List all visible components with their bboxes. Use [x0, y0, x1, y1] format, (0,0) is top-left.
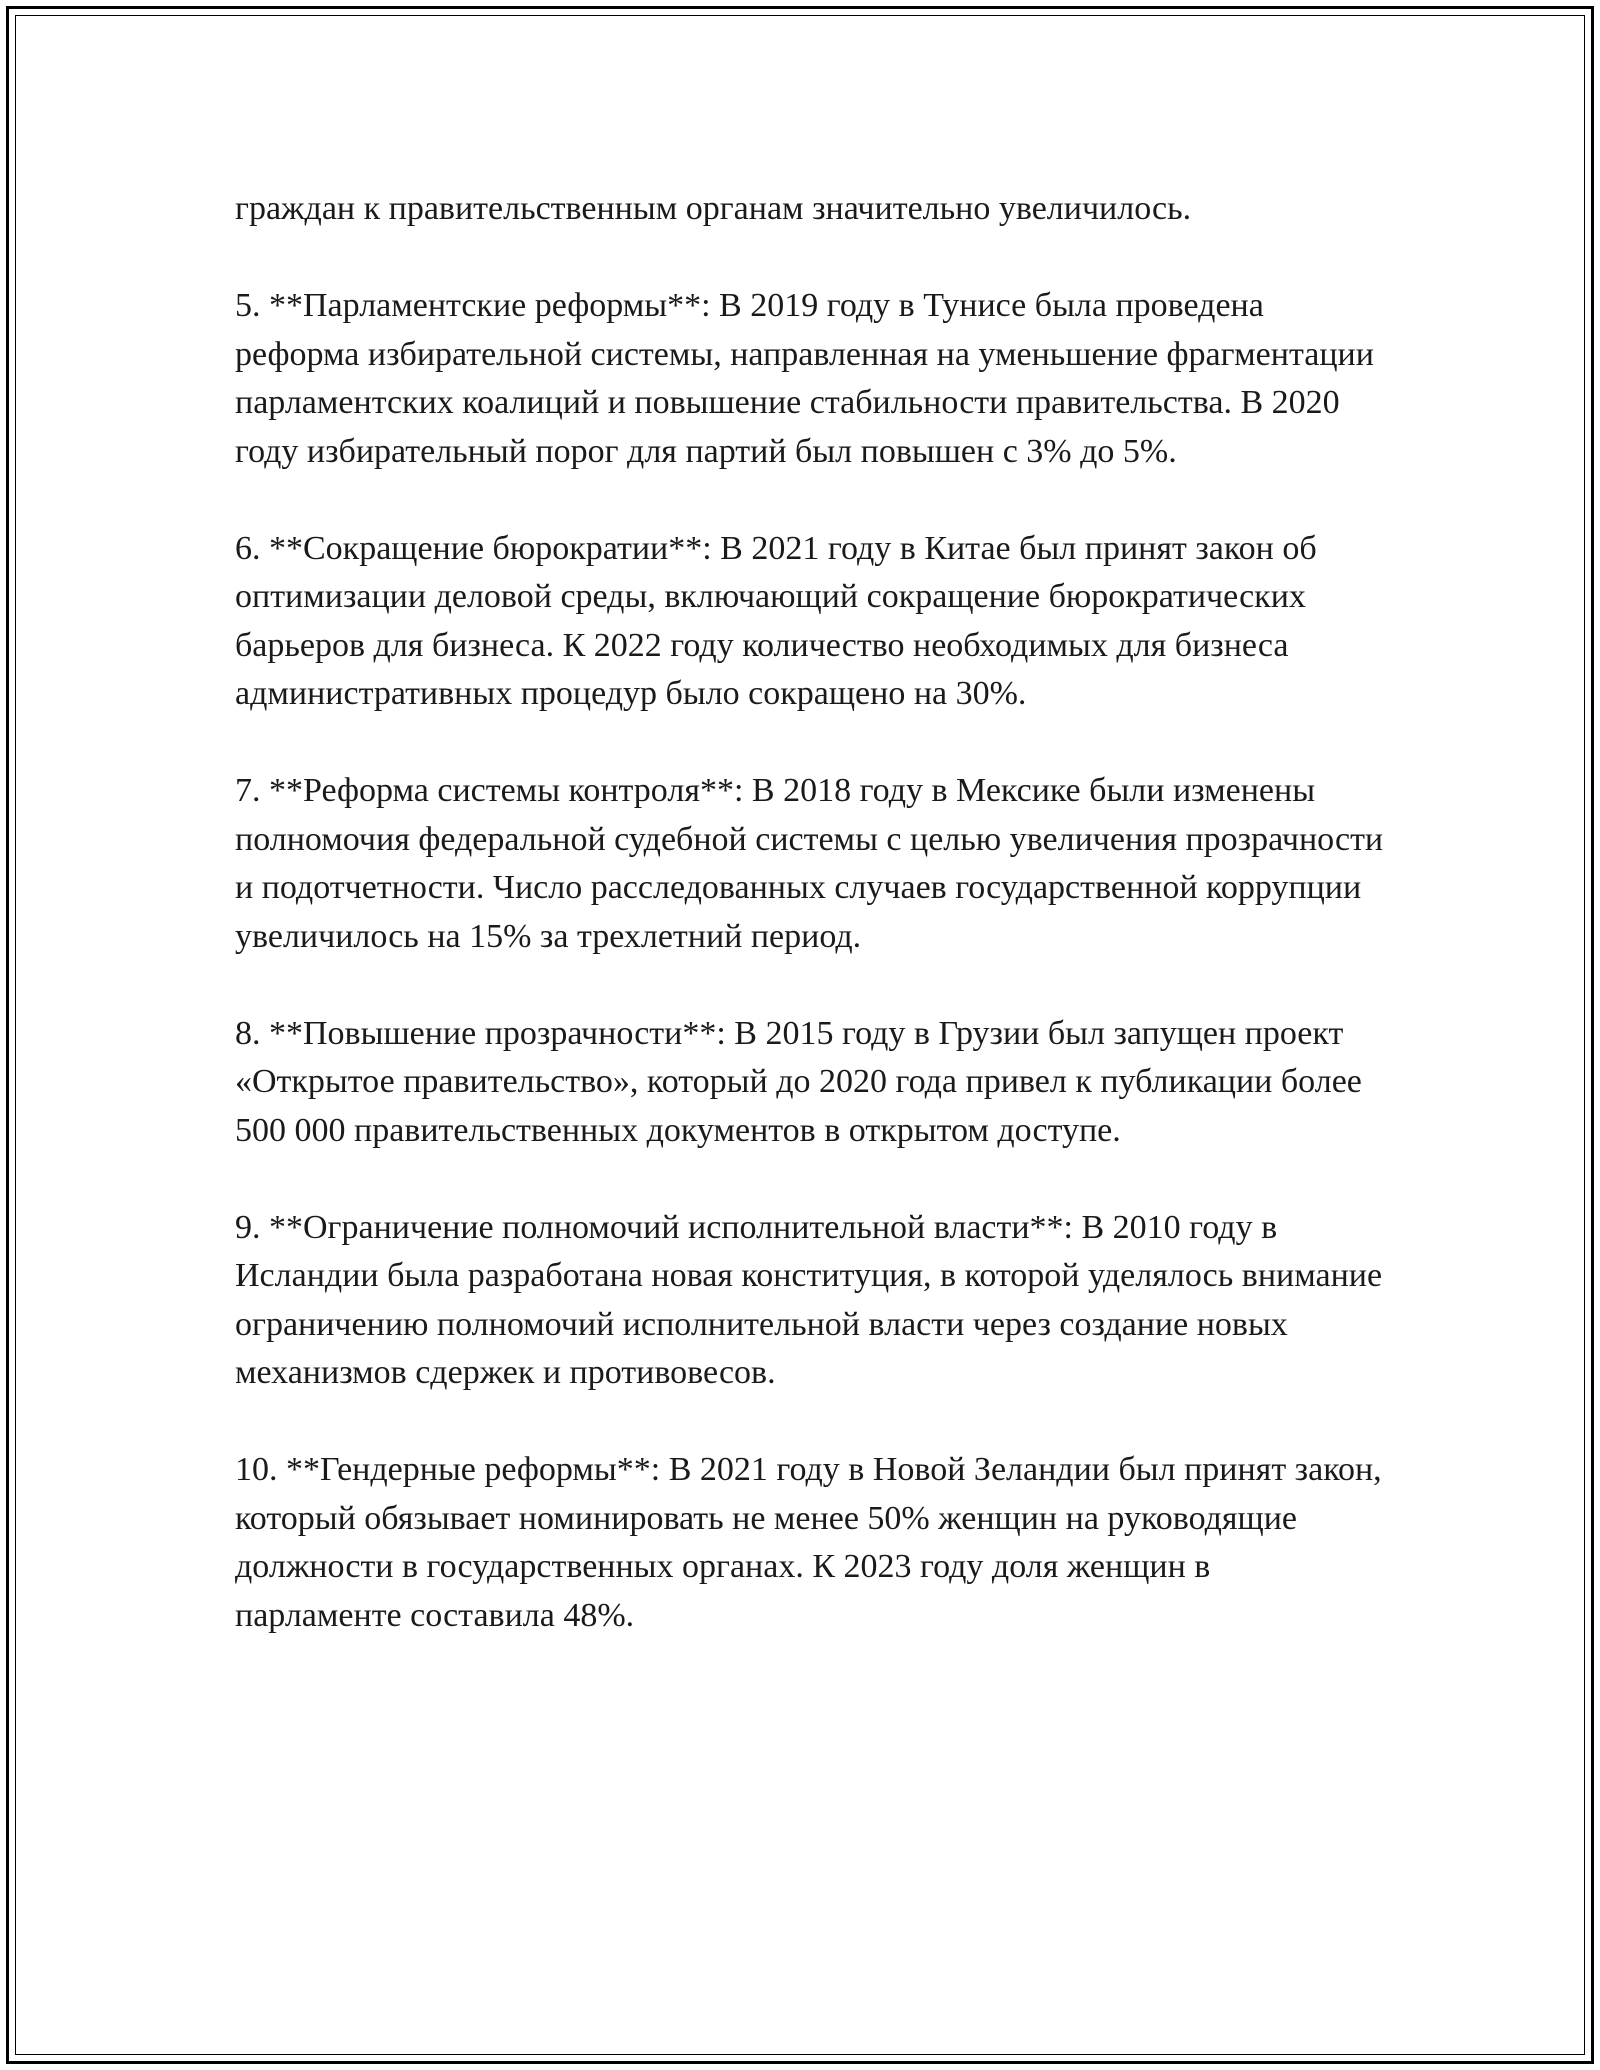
paragraph-item-5: 5. **Парламентские реформы**: В 2019 году в Тунисе была проведена реформа избирательной системы, направленная на уменьшение фрагментации парламентских коалиций и повышение стабильности правительства. В 2020 году избирательный порог для партий был повышен с 3% до 5%.: [235, 287, 1374, 470]
paragraph-item-8: 8. **Повышение прозрачности**: В 2015 году в Грузии был запущен проект «Открытое правительство», который до 2020 года привел к публикации более 500 000 правительственных документов в открытом доступе.: [235, 1014, 1362, 1149]
paragraph-item-6: 6. **Сокращение бюрократии**: В 2021 году в Китае был принят закон об оптимизации деловой среды, включающий сокращение бюрократических барьеров для бизнеса. К 2022 году количество необходимых для бизнеса административных процедур было сокращено на 30%.: [235, 529, 1317, 712]
paragraph-item-10: 10. **Гендерные реформы**: В 2021 году в Новой Зеландии был принят закон, который обязывает номинировать не менее 50% женщин на руководящие должности в государственных органах. К 2023 году доля женщин в парламенте составила 48%.: [235, 1451, 1382, 1634]
paragraph-item-7: 7. **Реформа системы контроля**: В 2018 году в Мексике были изменены полномочия федеральной судебной системы с целью увеличения прозрачности и подотчетности. Число расследованных случаев государственной коррупции увеличилось на 15% за трехлетний период.: [235, 772, 1384, 955]
document-body: [235, 185, 1385, 1689]
paragraph-item-9: 9. **Ограничение полномочий исполнительной власти**: В 2010 году в Исландии была разработана новая конституция, в которой уделялось внимание ограничению полномочий исполнительной власти через создание новых механизмов сдержек и противовесов.: [235, 1208, 1383, 1391]
paragraph-continuation: граждан к правительственным органам значительно увеличилось.: [235, 190, 1192, 227]
